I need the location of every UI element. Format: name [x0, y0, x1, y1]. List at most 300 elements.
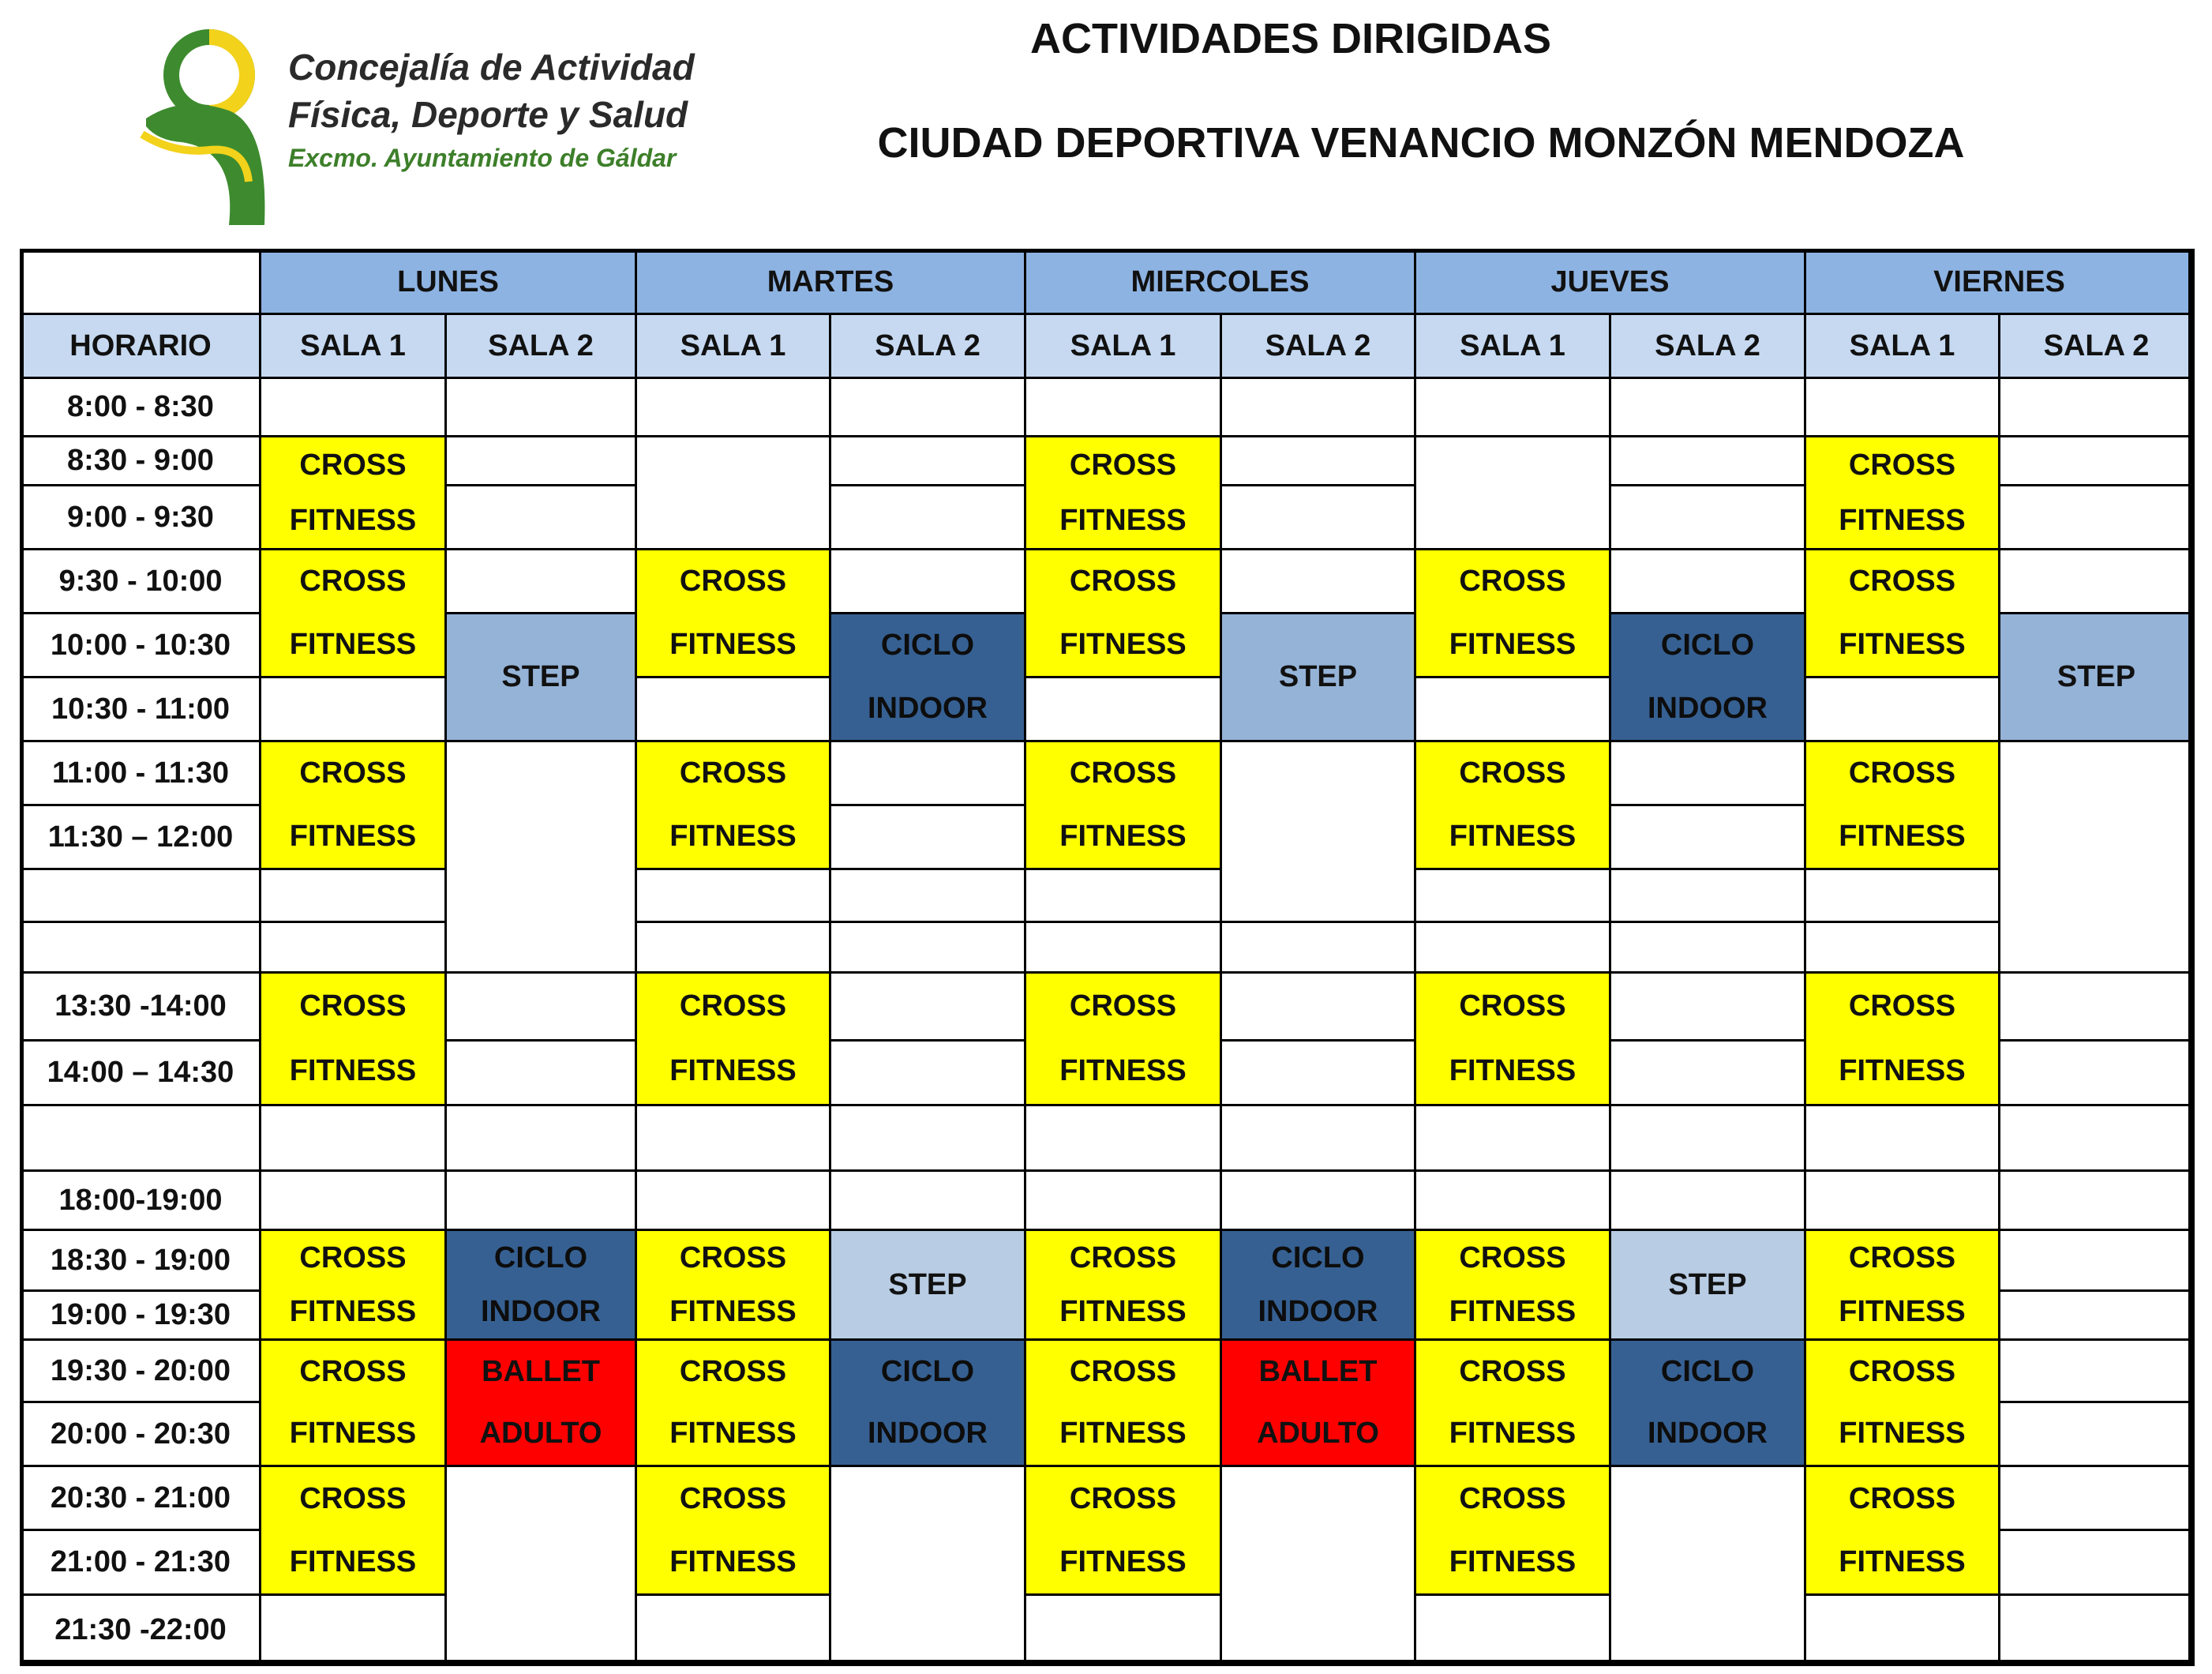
activity-cross-fitness [259, 548, 447, 678]
activity-cross-fitness-label: CROSS [1848, 565, 1956, 599]
empty-cell [1024, 868, 1222, 923]
activity-ciclo-indoor-label: CICLO [1660, 629, 1755, 662]
time-slot [20, 1039, 261, 1106]
sala-header-label: SALA 1 [1460, 328, 1565, 362]
empty-cell [1220, 548, 1416, 614]
activity-cross-fitness [635, 971, 831, 1106]
activity-cross-fitness-label: CROSS [299, 1240, 407, 1274]
time-slot [20, 868, 261, 923]
empty-cell [444, 971, 637, 1042]
activity-cross-fitness [635, 1465, 831, 1596]
empty-cell [1998, 1529, 2195, 1596]
empty-cell [1998, 377, 2195, 437]
empty-cell [1804, 921, 2000, 974]
day-header-viernes [1804, 249, 2195, 315]
empty-cell [1609, 921, 1806, 974]
activity-cross-fitness [1804, 435, 2000, 550]
empty-cell [829, 1169, 1026, 1231]
empty-cell [259, 1593, 447, 1666]
activity-cross-fitness-label: FITNESS [669, 819, 797, 853]
day-header-jueves-label: JUEVES [1550, 265, 1670, 298]
activity-ciclo-indoor-label: INDOOR [868, 1417, 988, 1451]
empty-cell [829, 1104, 1026, 1172]
activity-cross-fitness-label: FITNESS [669, 1417, 797, 1451]
empty-cell [1998, 1289, 2195, 1341]
empty-cell [444, 1104, 637, 1172]
activity-ballet-adulto-label: BALLET [482, 1354, 600, 1388]
time-slot [20, 435, 261, 486]
empty-cell [635, 435, 831, 550]
activity-ciclo-indoor-label: CICLO [493, 1240, 588, 1274]
time-slot-label: 19:00 - 19:30 [50, 1298, 231, 1331]
empty-cell [635, 676, 831, 742]
activity-cross-fitness-label: FITNESS [1059, 1545, 1187, 1578]
activity-ciclo-indoor [829, 612, 1026, 742]
empty-cell [1998, 1039, 2195, 1106]
activity-cross-fitness-label: CROSS [299, 989, 407, 1023]
activity-cross-fitness-label: CROSS [1069, 1240, 1177, 1274]
empty-cell [444, 377, 637, 437]
empty-cell [1414, 1593, 1611, 1666]
time-slot-label: 20:00 - 20:30 [50, 1417, 231, 1451]
empty-cell [635, 921, 831, 974]
empty-cell [635, 377, 831, 437]
activity-cross-fitness-label: CROSS [1069, 1354, 1177, 1388]
empty-cell [829, 1465, 1026, 1666]
activity-cross-fitness-label: CROSS [299, 1354, 407, 1388]
activity-step [444, 612, 637, 742]
empty-cell [1220, 740, 1416, 923]
time-slot [20, 1169, 261, 1231]
activity-cross-fitness-label: CROSS [1848, 448, 1956, 482]
activity-cross-fitness-label: CROSS [1848, 1481, 1956, 1515]
time-slot-label: 13:30 -14:00 [54, 989, 227, 1023]
sala-header [1024, 313, 1222, 379]
activity-cross-fitness [1024, 740, 1222, 870]
activity-cross-fitness-label: CROSS [299, 1481, 407, 1515]
activity-cross-fitness-label: FITNESS [669, 627, 797, 661]
activity-cross-fitness [1024, 435, 1222, 550]
sala-header-label: SALA 1 [1849, 328, 1955, 362]
activity-cross-fitness-label: FITNESS [1449, 1294, 1577, 1328]
activity-cross-fitness-label: FITNESS [1839, 1545, 1966, 1578]
activity-cross-fitness [1024, 548, 1222, 678]
activity-cross-fitness-label: FITNESS [1839, 1054, 1966, 1088]
sala-header-label: SALA 2 [875, 328, 980, 362]
activity-step-label: STEP [888, 1267, 967, 1301]
activity-cross-fitness-label: FITNESS [1059, 819, 1187, 853]
activity-step-label: STEP [1668, 1267, 1747, 1301]
empty-cell [1220, 1169, 1416, 1231]
day-header-lunes [259, 249, 637, 315]
time-slot [20, 1338, 261, 1403]
activity-cross-fitness-label: CROSS [1069, 756, 1177, 790]
empty-cell [1998, 971, 2195, 1042]
activity-cross-fitness-label: FITNESS [289, 627, 417, 661]
empty-cell [1804, 1593, 2000, 1666]
empty-cell [444, 1465, 637, 1666]
empty-cell [259, 1104, 447, 1172]
activity-cross-fitness-label: CROSS [679, 565, 787, 599]
activity-cross-fitness [1024, 1229, 1222, 1341]
empty-cell [1220, 377, 1416, 437]
activity-cross-fitness [1414, 1465, 1611, 1596]
activity-cross-fitness [259, 1465, 447, 1596]
logo-line-1: Concejalía de Actividad [288, 47, 695, 88]
activity-step [1609, 1229, 1806, 1341]
activity-cross-fitness-label: CROSS [1848, 989, 1956, 1023]
activity-cross-fitness [635, 1229, 831, 1341]
empty-cell [1998, 1338, 2195, 1403]
time-slot [20, 1465, 261, 1531]
activity-cross-fitness [1414, 1229, 1611, 1341]
empty-cell [259, 377, 447, 437]
empty-cell [1804, 377, 2000, 437]
time-slot-label: 20:30 - 21:00 [50, 1481, 231, 1514]
empty-cell [1414, 868, 1611, 923]
activity-ciclo-indoor [1609, 1338, 1806, 1467]
activity-cross-fitness [1804, 548, 2000, 678]
time-slot [20, 1593, 261, 1666]
activity-cross-fitness-label: FITNESS [1059, 503, 1187, 537]
empty-cell [1998, 1104, 2195, 1172]
empty-cell [829, 740, 1026, 806]
activity-cross-fitness-label: CROSS [299, 448, 407, 482]
empty-cell [1414, 1104, 1611, 1172]
empty-cell [1220, 435, 1416, 486]
activity-ciclo-indoor-label: INDOOR [1648, 1417, 1768, 1451]
empty-cell [829, 548, 1026, 614]
day-header-miercoles [1024, 249, 1416, 315]
empty-cell [829, 377, 1026, 437]
activity-cross-fitness-label: CROSS [1069, 448, 1177, 482]
empty-cell [1998, 740, 2195, 974]
time-slot [20, 1529, 261, 1596]
activity-cross-fitness-label: CROSS [679, 1240, 787, 1274]
empty-cell [1024, 1104, 1222, 1172]
time-slot-label: 8:30 - 9:00 [67, 444, 214, 477]
empty-cell [444, 435, 637, 486]
day-header-martes-label: MARTES [767, 265, 894, 298]
activity-cross-fitness-label: FITNESS [669, 1545, 797, 1578]
activity-cross-fitness [259, 740, 447, 870]
day-header-viernes-label: VIERNES [1933, 265, 2065, 298]
sala-header [1220, 313, 1416, 379]
activity-cross-fitness-label: FITNESS [1839, 819, 1966, 853]
activity-ballet-adulto-label: ADULTO [479, 1417, 602, 1451]
activity-cross-fitness-label: CROSS [1069, 989, 1177, 1023]
empty-cell [1804, 1104, 2000, 1172]
empty-cell [1414, 676, 1611, 742]
sala-header [1998, 313, 2195, 379]
activity-cross-fitness-label: FITNESS [289, 1054, 417, 1088]
activity-ciclo-indoor [829, 1338, 1026, 1467]
empty-cell [635, 868, 831, 923]
time-slot-label: 18:00-19:00 [58, 1183, 223, 1217]
day-header-miercoles-label: MIERCOLES [1130, 265, 1310, 298]
activity-cross-fitness [259, 971, 447, 1106]
activity-ciclo-indoor-label: INDOOR [1648, 691, 1768, 725]
time-slot [20, 804, 261, 870]
activity-cross-fitness [1804, 1338, 2000, 1467]
activity-cross-fitness-label: FITNESS [1839, 1294, 1966, 1328]
sala-header-label: SALA 2 [488, 328, 594, 362]
sala-header-label: SALA 2 [1655, 328, 1760, 362]
activity-step [829, 1229, 1026, 1341]
sala-header [259, 313, 447, 379]
empty-cell [1998, 484, 2195, 550]
empty-cell [1609, 1465, 1806, 1666]
empty-cell [1609, 484, 1806, 550]
activity-cross-fitness-label: FITNESS [1449, 1417, 1577, 1451]
activity-cross-fitness-label: CROSS [1069, 565, 1177, 599]
sala-header-label: SALA 1 [680, 328, 786, 362]
empty-cell [1220, 1039, 1416, 1106]
empty-cell [1609, 1039, 1806, 1106]
sala-header [829, 313, 1026, 379]
activity-cross-fitness-label: CROSS [1848, 756, 1956, 790]
activity-step-label: STEP [1278, 660, 1358, 693]
empty-cell [1609, 868, 1806, 923]
activity-cross-fitness-label: CROSS [1459, 565, 1566, 599]
activity-cross-fitness [1804, 740, 2000, 870]
time-slot-label: 9:30 - 10:00 [58, 564, 223, 598]
empty-cell [1804, 1169, 2000, 1231]
activity-cross-fitness-label: FITNESS [289, 503, 417, 537]
sala-header [1804, 313, 2000, 379]
activity-ballet-adulto [444, 1338, 637, 1467]
activity-step [1998, 612, 2195, 742]
corner-cell [20, 249, 261, 315]
activity-cross-fitness-label: CROSS [1848, 1354, 1956, 1388]
empty-cell [1609, 804, 1806, 870]
empty-cell [1414, 435, 1611, 550]
empty-cell [259, 868, 447, 923]
activity-cross-fitness [1804, 1465, 2000, 1596]
time-slot-label: 11:00 - 11:30 [52, 756, 229, 790]
sala-header [444, 313, 637, 379]
activity-cross-fitness-label: FITNESS [669, 1054, 797, 1088]
empty-cell [1024, 921, 1222, 974]
empty-cell [1024, 377, 1222, 437]
activity-cross-fitness [259, 1338, 447, 1467]
time-slot [20, 1401, 261, 1467]
empty-cell [1414, 921, 1611, 974]
time-slot-label: 9:00 - 9:30 [67, 500, 214, 534]
activity-cross-fitness-label: FITNESS [1839, 1417, 1966, 1451]
time-slot [20, 377, 261, 437]
empty-cell [259, 921, 447, 974]
empty-cell [1609, 971, 1806, 1042]
activity-cross-fitness-label: FITNESS [1449, 819, 1577, 853]
activity-cross-fitness-label: CROSS [679, 1481, 787, 1515]
activity-cross-fitness-label: FITNESS [1059, 1417, 1187, 1451]
empty-cell [1804, 676, 2000, 742]
activity-cross-fitness-label: FITNESS [289, 1545, 417, 1578]
activity-step [1220, 612, 1416, 742]
empty-cell [1998, 548, 2195, 614]
activity-cross-fitness [635, 548, 831, 678]
activity-cross-fitness-label: CROSS [1459, 1481, 1566, 1515]
activity-cross-fitness-label: FITNESS [289, 1417, 417, 1451]
activity-cross-fitness [635, 1338, 831, 1467]
activity-cross-fitness [259, 1229, 447, 1341]
activity-cross-fitness [635, 740, 831, 870]
empty-cell [1609, 740, 1806, 806]
day-header-jueves [1414, 249, 1806, 315]
activity-cross-fitness-label: CROSS [1069, 1481, 1177, 1515]
empty-cell [829, 484, 1026, 550]
activity-step-label: STEP [501, 660, 580, 693]
empty-cell [1220, 971, 1416, 1042]
activity-cross-fitness-label: CROSS [1459, 756, 1566, 790]
activity-ciclo-indoor-label: INDOOR [868, 691, 988, 725]
activity-ciclo-indoor-label: INDOOR [1258, 1294, 1378, 1328]
activity-ciclo-indoor [444, 1229, 637, 1341]
sala-header-label: SALA 1 [1070, 328, 1176, 362]
empty-cell [1804, 868, 2000, 923]
activity-cross-fitness [1414, 740, 1611, 870]
time-slot-label: 10:00 - 10:30 [50, 628, 231, 662]
empty-cell [1220, 921, 1416, 974]
activity-cross-fitness-label: CROSS [1459, 1354, 1566, 1388]
activity-cross-fitness-label: CROSS [299, 756, 407, 790]
activity-cross-fitness-label: FITNESS [1449, 1545, 1577, 1578]
time-slot-label: 21:00 - 21:30 [50, 1545, 231, 1578]
activity-cross-fitness-label: FITNESS [1059, 627, 1187, 661]
empty-cell [1414, 1169, 1611, 1231]
horario-header [20, 313, 261, 379]
time-slot-label: 14:00 – 14:30 [47, 1056, 234, 1089]
empty-cell [1609, 435, 1806, 486]
activity-cross-fitness-label: FITNESS [1449, 627, 1577, 661]
empty-cell [1998, 1465, 2195, 1531]
empty-cell [1609, 1104, 1806, 1172]
empty-cell [1609, 1169, 1806, 1231]
empty-cell [444, 1169, 637, 1231]
empty-cell [444, 1039, 637, 1106]
time-slot [20, 484, 261, 550]
activity-cross-fitness-label: FITNESS [1059, 1294, 1187, 1328]
activity-ballet-adulto-label: ADULTO [1257, 1417, 1379, 1451]
activity-cross-fitness-label: FITNESS [289, 1294, 417, 1328]
empty-cell [829, 435, 1026, 486]
empty-cell [829, 971, 1026, 1042]
empty-cell [829, 1039, 1026, 1106]
empty-cell [259, 1169, 447, 1231]
empty-cell [1220, 1104, 1416, 1172]
empty-cell [259, 676, 447, 742]
time-slot-label: 11:30 – 12:00 [47, 820, 234, 854]
activity-cross-fitness-label: FITNESS [1059, 1054, 1187, 1088]
sala-header [635, 313, 831, 379]
time-slot [20, 612, 261, 678]
activity-cross-fitness [259, 435, 447, 550]
activity-cross-fitness [1414, 971, 1611, 1106]
empty-cell [1609, 377, 1806, 437]
time-slot [20, 1229, 261, 1292]
time-slot [20, 548, 261, 614]
activity-ballet-adulto-label: BALLET [1258, 1354, 1378, 1388]
time-slot-label: 18:30 - 19:00 [50, 1243, 231, 1277]
activity-step-label: STEP [2056, 660, 2136, 693]
empty-cell [829, 921, 1026, 974]
empty-cell [635, 1169, 831, 1231]
activity-cross-fitness-label: CROSS [1848, 1240, 1956, 1274]
empty-cell [1998, 1401, 2195, 1467]
activity-ciclo-indoor [1609, 612, 1806, 742]
empty-cell [444, 740, 637, 974]
empty-cell [1024, 1169, 1222, 1231]
activity-cross-fitness-label: CROSS [299, 565, 407, 599]
empty-cell [444, 548, 637, 614]
activity-cross-fitness-label: FITNESS [1839, 627, 1966, 661]
activity-cross-fitness [1024, 1338, 1222, 1467]
sala-header-label: SALA 2 [1265, 328, 1371, 362]
activity-cross-fitness-label: CROSS [1459, 989, 1566, 1023]
empty-cell [635, 1104, 831, 1172]
sala-header [1609, 313, 1806, 379]
activity-cross-fitness [1414, 1338, 1611, 1467]
empty-cell [829, 868, 1026, 923]
empty-cell [1024, 1593, 1222, 1666]
empty-cell [1998, 1593, 2195, 1666]
empty-cell [1220, 1465, 1416, 1666]
activity-ballet-adulto [1220, 1338, 1416, 1467]
horario-header-label: HORARIO [69, 328, 212, 362]
day-header-lunes-label: LUNES [397, 265, 499, 298]
sala-header-label: SALA 2 [2043, 328, 2150, 362]
activity-cross-fitness-label: FITNESS [1449, 1054, 1577, 1088]
empty-cell [1024, 676, 1222, 742]
time-slot [20, 740, 261, 806]
empty-cell [1414, 377, 1611, 437]
sala-header [1414, 313, 1611, 379]
empty-cell [1609, 548, 1806, 614]
time-slot [20, 1289, 261, 1341]
empty-cell [1998, 1229, 2195, 1292]
activity-cross-fitness-label: FITNESS [289, 819, 417, 853]
logo-line-3: Excmo. Ayuntamiento de Gáldar [288, 144, 677, 172]
activity-ciclo-indoor [1220, 1229, 1416, 1341]
activity-cross-fitness-label: CROSS [1459, 1240, 1566, 1274]
time-slot [20, 971, 261, 1042]
activity-ciclo-indoor-label: CICLO [880, 629, 975, 662]
activity-cross-fitness-label: CROSS [679, 1354, 787, 1388]
day-header-martes [635, 249, 1026, 315]
sala-header-label: SALA 1 [300, 328, 406, 362]
empty-cell [444, 484, 637, 550]
activity-cross-fitness [1804, 1229, 2000, 1341]
time-slot [20, 921, 261, 974]
activity-ciclo-indoor-label: CICLO [880, 1354, 975, 1388]
activity-cross-fitness [1804, 971, 2000, 1106]
empty-cell [829, 804, 1026, 870]
activity-cross-fitness [1024, 971, 1222, 1106]
activity-ciclo-indoor-label: CICLO [1271, 1240, 1365, 1274]
page-subtitle: CIUDAD DEPORTIVA VENANCIO MONZÓN MENDOZA [877, 119, 1965, 167]
time-slot-label: 19:30 - 20:00 [50, 1353, 231, 1387]
time-slot [20, 676, 261, 742]
activity-cross-fitness [1414, 548, 1611, 678]
logo-line-2: Física, Deporte y Salud [288, 94, 688, 135]
empty-cell [1998, 435, 2195, 486]
activity-ciclo-indoor-label: CICLO [1660, 1354, 1755, 1388]
activity-cross-fitness-label: CROSS [679, 756, 787, 790]
empty-cell [635, 1593, 831, 1666]
activity-cross-fitness-label: CROSS [679, 989, 787, 1023]
activity-ciclo-indoor-label: INDOOR [481, 1294, 601, 1328]
